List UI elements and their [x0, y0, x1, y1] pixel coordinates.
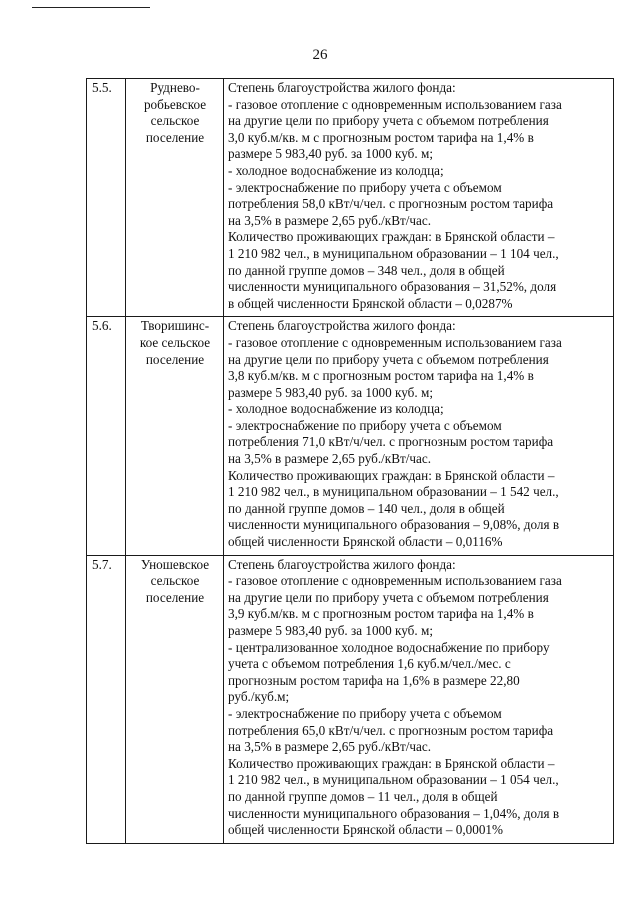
- description-line: 3,0 куб.м/кв. м с прогнозным ростом тарифа на 1,4% в: [228, 129, 534, 145]
- description-line: 1 210 982 чел., в муниципальном образовании – 1 104 чел.,: [228, 245, 559, 261]
- settlement-name-line: сельское: [150, 573, 200, 589]
- settlement-name-line: поселение: [145, 351, 205, 367]
- settlement-name-line: Творишинс-: [140, 318, 210, 334]
- description-line: - газовое отопление с одновременным использованием газа: [228, 334, 562, 350]
- row-number: 5.7.: [87, 555, 126, 843]
- settlement-name-line: Уношевское: [140, 556, 210, 572]
- table-row: [87, 79, 614, 317]
- description-line: - газовое отопление с одновременным использованием газа: [228, 96, 562, 112]
- description-line: размере 5 983,40 руб. за 1000 куб. м;: [228, 146, 433, 162]
- settlement-name-line: поселение: [145, 589, 205, 605]
- description-line: Количество проживающих граждан: в Брянской области –: [228, 755, 555, 771]
- description-line: - электроснабжение по прибору учета с объемом: [228, 179, 502, 195]
- description-line: 3,9 куб.м/кв. м с прогнозным ростом тарифа на 1,4% в: [228, 606, 534, 622]
- description-line: по данной группе домов – 140 чел., доля в общей: [228, 500, 505, 516]
- description-line: - холодное водоснабжение из колодца;: [228, 401, 444, 417]
- description-line: численности муниципального образования – 31,52%, доля: [228, 279, 557, 295]
- description-line: на другие цели по прибору учета с объемом потребления: [228, 351, 549, 367]
- description-line: потребления 65,0 кВт/ч/чел. с прогнозным ростом тарифа: [228, 722, 554, 738]
- description-line: общей численности Брянской области – 0,0116%: [228, 534, 503, 550]
- description-line: на 3,5% в размере 2,65 руб./кВт/час.: [228, 739, 432, 755]
- settlement-description: [224, 79, 614, 317]
- description-line: Количество проживающих граждан: в Брянской области –: [228, 467, 555, 483]
- description-line: потребления 71,0 кВт/ч/чел. с прогнозным ростом тарифа: [228, 434, 554, 450]
- settlement-name-line: Руднево-: [150, 80, 200, 95]
- description-line: на другие цели по прибору учета с объемом потребления: [228, 113, 549, 129]
- description-line: руб./куб.м;: [228, 689, 290, 705]
- table-body: [87, 79, 614, 844]
- row-number: 5.6.: [87, 317, 126, 555]
- settlement-name-line: поселение: [145, 129, 205, 145]
- description-line: 1 210 982 чел., в муниципальном образовании – 1 054 чел.,: [228, 772, 559, 788]
- description-line: численности муниципального образования – 1,04%, доля в: [228, 805, 560, 821]
- description-line: 1 210 982 чел., в муниципальном образовании – 1 542 чел.,: [228, 484, 559, 500]
- settlement-name: [126, 555, 224, 843]
- description-line: численности муниципального образования – 9,08%, доля в: [228, 517, 560, 533]
- settlement-name: [126, 79, 224, 317]
- table-row: [87, 555, 614, 843]
- description-line: - электроснабжение по прибору учета с объемом: [228, 417, 502, 433]
- description-line: - газовое отопление с одновременным использованием газа: [228, 573, 562, 589]
- settlement-name-line: кое сельское: [139, 334, 211, 350]
- table-row: [87, 317, 614, 555]
- settlement-description: [224, 555, 614, 843]
- top-rule: [32, 7, 150, 8]
- description-line: 3,8 куб.м/кв. м с прогнозным ростом тарифа на 1,4% в: [228, 368, 534, 384]
- settlement-name-line: сельское: [150, 113, 200, 129]
- description-line: в общей численности Брянской области – 0,0287%: [228, 295, 513, 311]
- settlements-table: [86, 78, 614, 844]
- row-number: 5.5.: [87, 79, 126, 317]
- description-line: Степень благоустройства жилого фонда:: [228, 318, 456, 334]
- description-line: по данной группе домов – 348 чел., доля в общей: [228, 262, 505, 278]
- description-line: потребления 58,0 кВт/ч/чел. с прогнозным ростом тарифа: [228, 196, 554, 212]
- settlement-name-line: робьевское: [143, 96, 207, 112]
- description-line: - централизованное холодное водоснабжение по прибору: [228, 639, 550, 655]
- description-line: Степень благоустройства жилого фонда:: [228, 80, 456, 95]
- page-number: 26: [312, 47, 328, 63]
- description-line: на 3,5% в размере 2,65 руб./кВт/час.: [228, 212, 432, 228]
- description-line: общей численности Брянской области – 0,0001%: [228, 822, 503, 838]
- settlement-description: [224, 317, 614, 555]
- description-line: Степень благоустройства жилого фонда:: [228, 556, 456, 572]
- description-line: - электроснабжение по прибору учета с объемом: [228, 705, 502, 721]
- description-line: размере 5 983,40 руб. за 1000 куб. м;: [228, 623, 433, 638]
- description-line: размере 5 983,40 руб. за 1000 куб. м;: [228, 384, 433, 400]
- description-line: прогнозным ростом тарифа на 1,6% в размере 22,80: [228, 672, 520, 688]
- cell-bottom-spacer: [228, 551, 609, 555]
- description-line: на другие цели по прибору учета с объемом потребления: [228, 589, 549, 605]
- description-line: на 3,5% в размере 2,65 руб./кВт/час.: [228, 451, 432, 467]
- description-line: - холодное водоснабжение из колодца;: [228, 162, 444, 178]
- cell-bottom-spacer: [228, 312, 609, 316]
- description-line: по данной группе домов – 11 чел., доля в общей: [228, 788, 498, 804]
- description-line: Количество проживающих граждан: в Брянской области –: [228, 229, 555, 245]
- description-line: учета с объемом потребления 1,6 куб.м/чел./мес. с: [228, 656, 511, 672]
- cell-bottom-spacer: [228, 839, 609, 843]
- settlement-name: [126, 317, 224, 555]
